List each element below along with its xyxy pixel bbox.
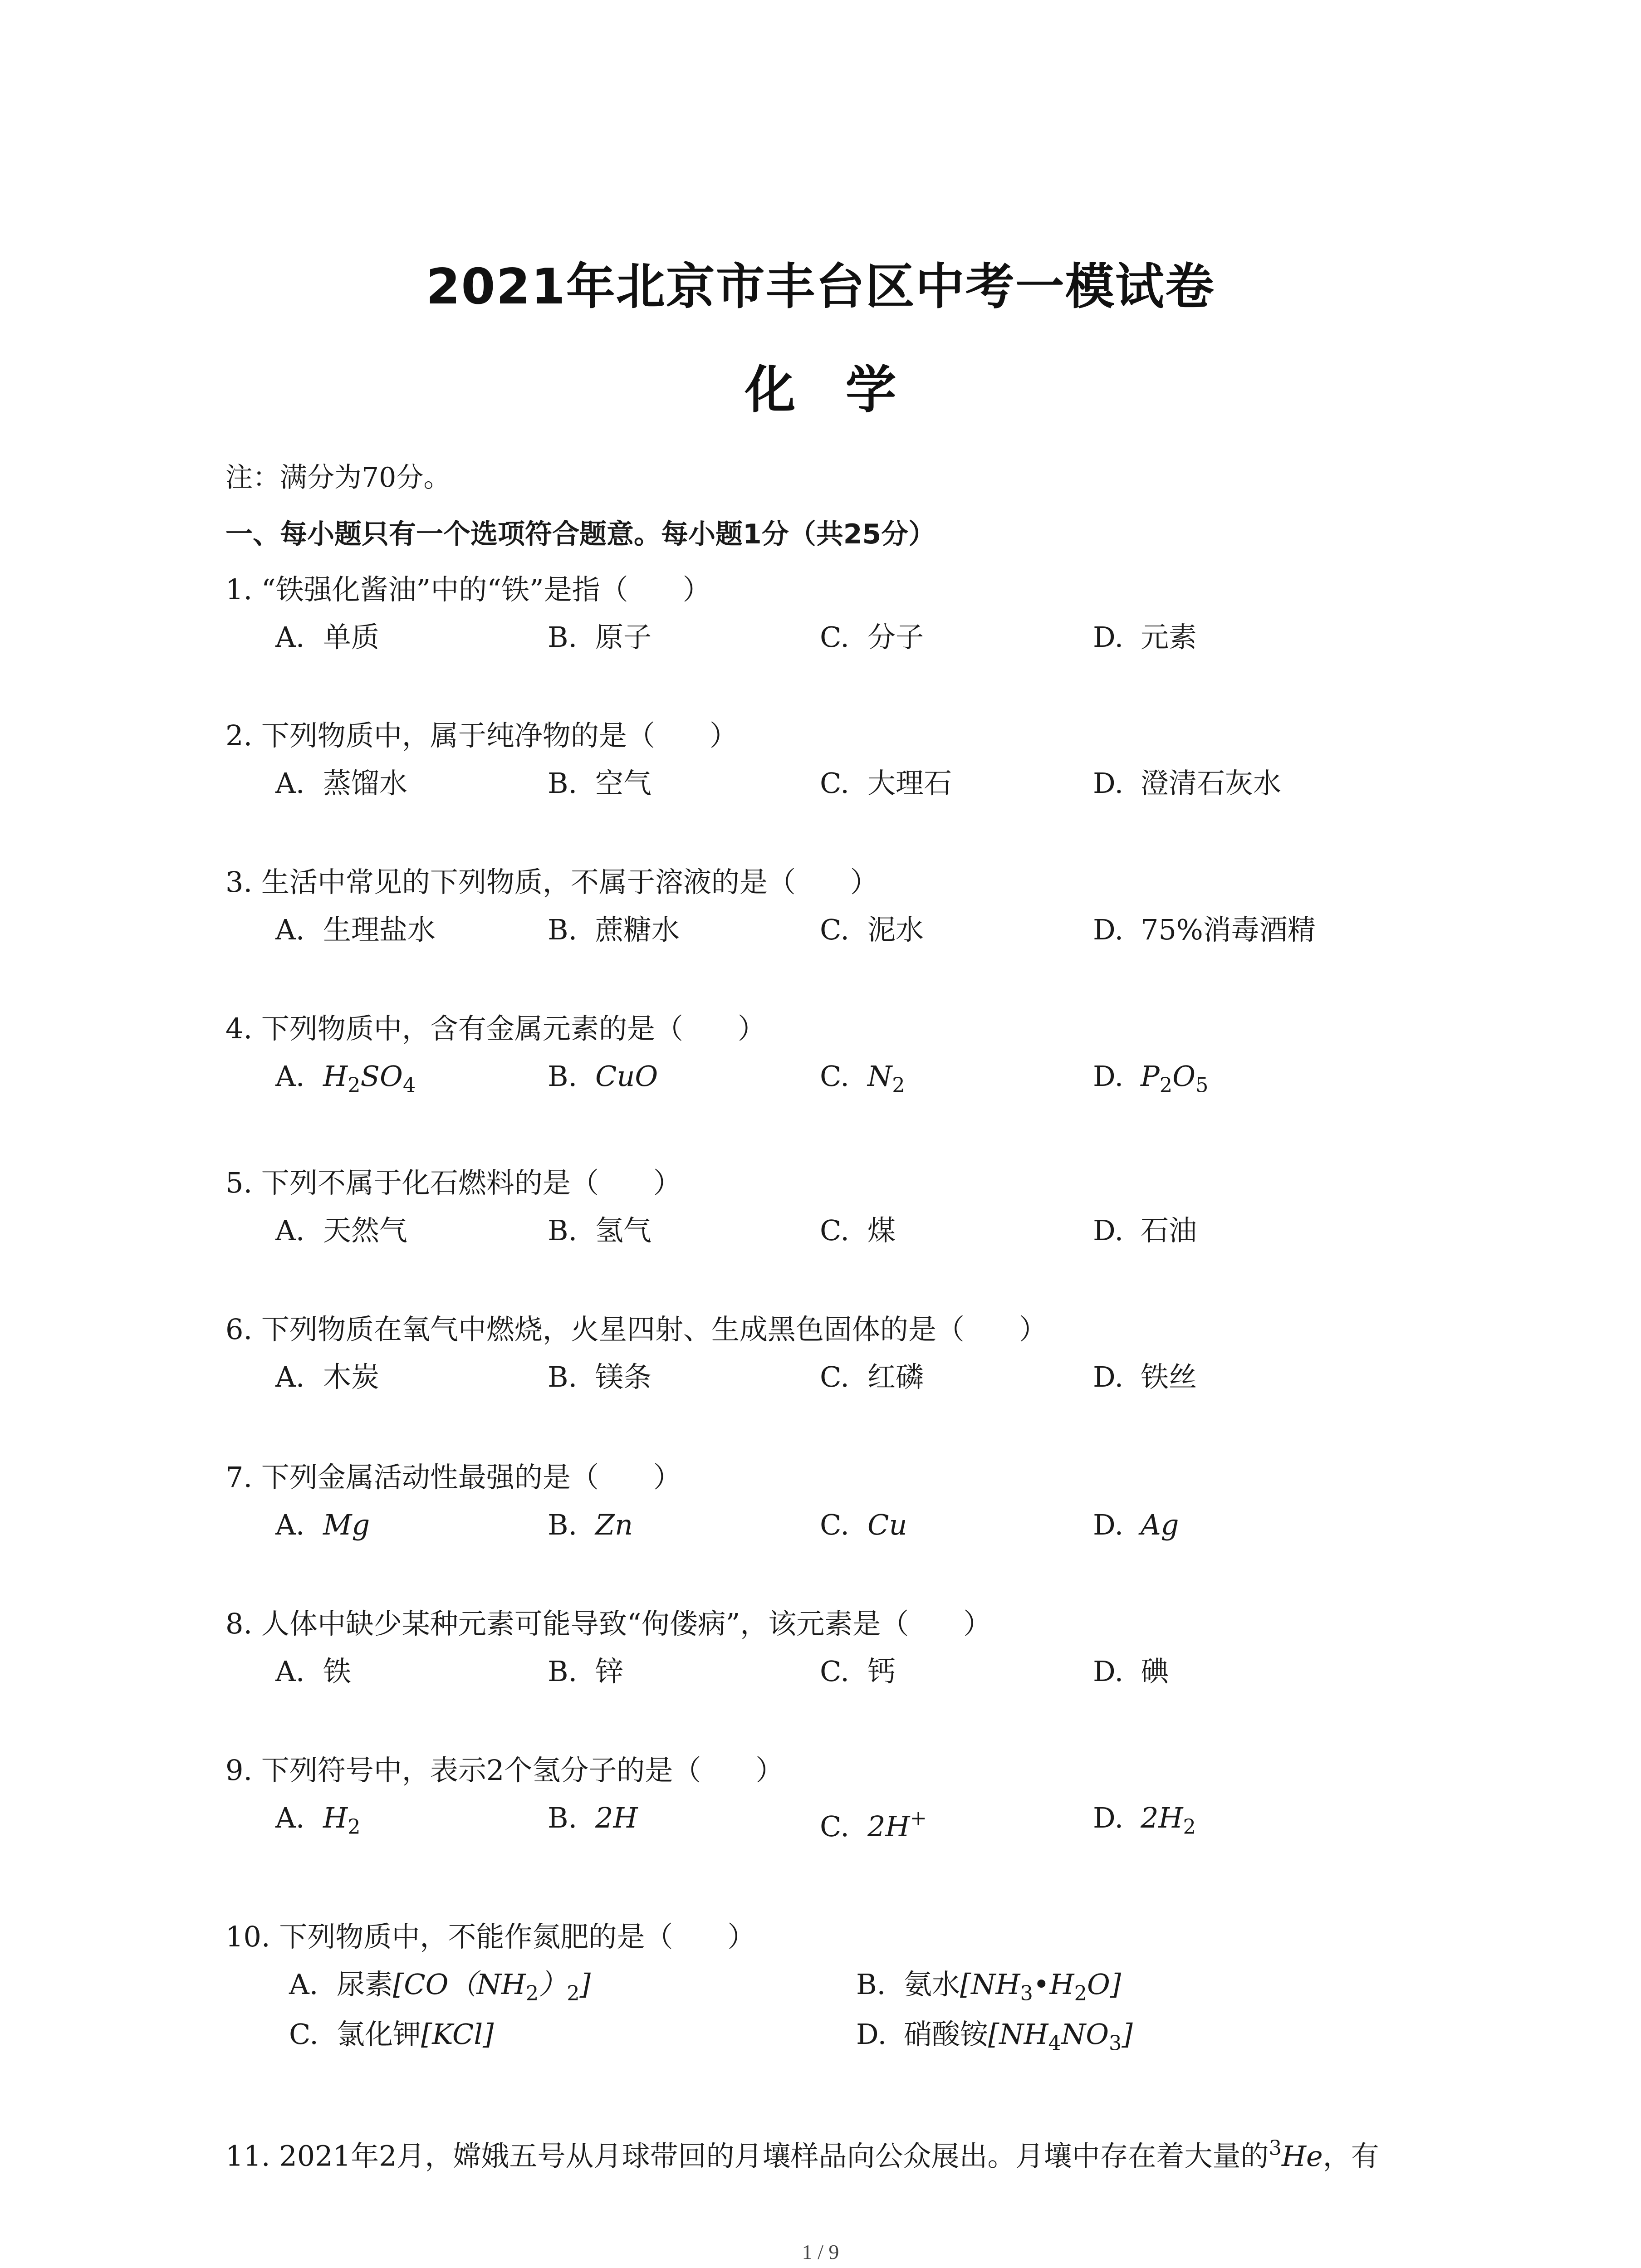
option-d: D. 硝酸铵$[NH_4NO_3]$ [856,2018,1133,2055]
page-number: 1 / 9 [802,2240,839,2263]
question-6 [225,1307,1197,1402]
option-c: C. 氯化钾[KCl] [289,2018,494,2051]
option-b: B. 锌 [548,1655,624,1688]
option-c: C. 煤 [820,1214,896,1247]
question-5 [225,1160,1197,1256]
option-a: A. $H_2SO_4$ [275,1060,416,1097]
option-b: B. CuO [548,1060,658,1093]
option-d: D. 石油 [1093,1214,1197,1247]
question-11 [225,2125,1379,2173]
option-a: A. 木炭 [275,1360,380,1393]
option-c: C. 泥水 [820,913,924,946]
question-stem: 2. 下列物质中，属于纯净物的是（ ） [225,719,738,752]
question-9 [225,1748,1196,1843]
question-10 [225,1914,1133,2059]
question-4 [225,1006,1209,1101]
option-c: C. 红磷 [820,1360,924,1393]
option-a: A. 生理盐水 [275,913,436,946]
question-1 [225,567,1197,662]
option-b: B. 氢气 [548,1214,652,1247]
question-stem: 7. 下列金属活动性最强的是（ ） [225,1461,681,1494]
option-c: C. $N_2$ [820,1060,905,1097]
option-a: A. 单质 [275,621,380,654]
question-stem: 6. 下列物质在氧气中燃烧，火星四射、生成黑色固体的是（ ） [225,1313,1047,1346]
question-7 [225,1455,1179,1550]
option-a: A. 铁 [275,1655,352,1688]
option-d: D. 澄清石灰水 [1093,767,1282,800]
option-d: D. $2H_2$ [1093,1801,1196,1839]
question-stem: 9. 下列符号中，表示2个氢分子的是（ ） [225,1754,784,1787]
option-d: D. Ag [1093,1508,1179,1541]
option-b: B. 原子 [548,621,652,654]
question-stem: 10. 下列物质中，不能作氮肥的是（ ） [225,1920,756,1953]
question-stem: 8. 人体中缺少某种元素可能导致“佝偻病”，该元素是（ ） [225,1607,992,1640]
question-3 [225,860,1316,955]
option-b: B. 2H [548,1801,638,1834]
section-heading: 一、每小题只有一个选项符合题意。每小题1分（共25分） [225,518,936,550]
option-a: A. 蒸馏水 [275,767,408,800]
option-a: A. Mg [275,1508,370,1541]
option-b: B. 空气 [548,767,652,800]
question-stem: 5. 下列不属于化石燃料的是（ ） [225,1166,681,1199]
question-stem: 1. “铁强化酱油”中的“铁”是指（ ） [225,573,711,606]
question-stem: 11. 2021年2月，嫦娥五号从月球带回的月壤样品向公众展出。月壤中存在着大量的$^3$He，有 [225,2136,1379,2173]
option-a: A. 尿素$[CO(NH_2)_2]$ [289,1968,591,2005]
option-d: D. 碘 [1093,1655,1169,1688]
option-b: B. 氨水$[NH_3•H_2O]$ [856,1968,1122,2005]
option-a: A. $H_2$ [275,1801,361,1839]
page-title: 2021年北京市丰台区中考一模试卷 [426,259,1215,315]
option-c: C. 分子 [820,621,924,654]
option-c: C. Cu [820,1508,907,1541]
question-stem: 4. 下列物质中，含有金属元素的是（ ） [225,1012,766,1045]
option-a: A. 天然气 [275,1214,408,1247]
question-stem: 3. 生活中常见的下列物质，不属于溶液的是（ ） [225,865,878,899]
question-2 [225,713,1282,808]
score-note: 注：满分为70分。 [225,462,451,494]
question-8 [225,1601,1169,1696]
option-b: B. Zn [548,1508,633,1541]
option-d: D. 75%消毒酒精 [1093,913,1316,946]
option-d: D. 元素 [1093,621,1197,654]
subject-title: 化学 [745,361,946,420]
option-b: B. 蔗糖水 [548,913,680,946]
option-c: C. 钙 [820,1655,896,1688]
option-c: C. 2H+ [820,1806,927,1843]
option-d: D. $P_2O_5$ [1093,1060,1209,1097]
option-c: C. 大理石 [820,767,952,800]
option-b: B. 镁条 [548,1360,652,1393]
option-d: D. 铁丝 [1093,1360,1197,1393]
